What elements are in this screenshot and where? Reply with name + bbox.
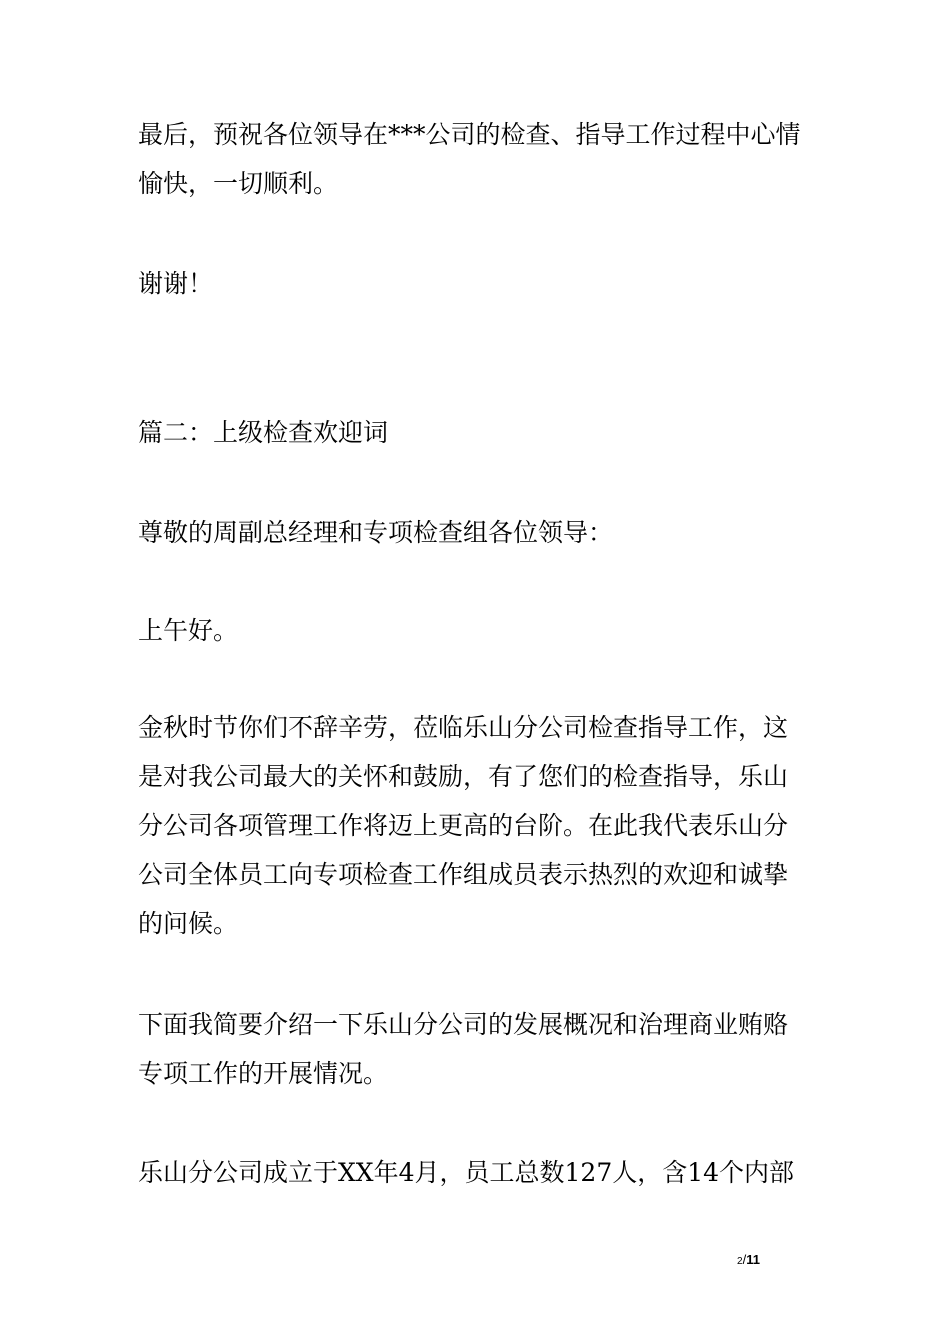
text-line: 上午好。 (138, 616, 239, 645)
text-line: 篇二：上级检查欢迎词 (138, 418, 389, 447)
page-separator: / (742, 1252, 747, 1267)
greeting-paragraph (138, 606, 828, 655)
page-total: 11 (746, 1252, 760, 1267)
text-line: 金秋时节你们不辞辛劳，莅临乐山分公司检查指导工作，这 (138, 713, 789, 742)
intro-paragraph (138, 1000, 828, 1098)
page-current: 2 (737, 1256, 743, 1267)
page-number (737, 1252, 760, 1270)
text-line: 愉快，一切顺利。 (138, 169, 339, 198)
thanks-paragraph (138, 259, 828, 308)
closing-paragraph (138, 110, 828, 208)
text-line: 专项工作的开展情况。 (138, 1059, 389, 1088)
text-line: 分公司各项管理工作将迈上更高的台阶。在此我代表乐山分 (138, 811, 789, 840)
text-line: 公司全体员工向专项检查工作组成员表示热烈的欢迎和诚挚 (138, 860, 789, 889)
text-line: 的问候。 (138, 909, 239, 938)
text-line: 最后，预祝各位领导在***公司的检查、指导工作过程中心情 (138, 120, 801, 149)
section-heading (138, 408, 828, 457)
salutation-paragraph (138, 508, 828, 557)
text-line: 是对我公司最大的关怀和鼓励，有了您们的检查指导，乐山 (138, 762, 789, 791)
text-line: 尊敬的周副总经理和专项检查组各位领导： (138, 518, 614, 547)
welcome-paragraph (138, 703, 828, 948)
text-line: 谢谢！ (138, 269, 214, 298)
company-info-paragraph (138, 1148, 828, 1197)
text-line: 下面我简要介绍一下乐山分公司的发展概况和治理商业贿赂 (138, 1010, 789, 1039)
text-line: 乐山分公司成立于XX年4月，员工总数127人，含14个内部 (138, 1158, 795, 1187)
